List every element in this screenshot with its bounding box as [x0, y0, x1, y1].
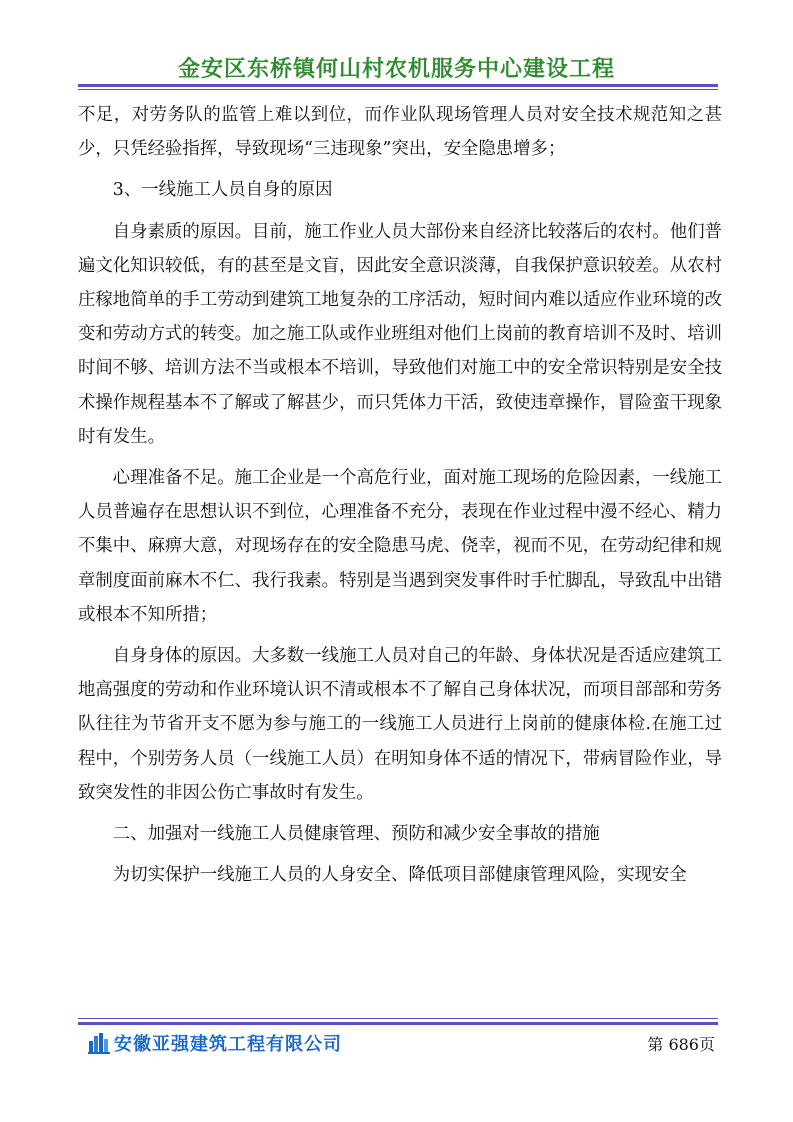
paragraph: 为切实保护一线施工人员的人身安全、降低项目部健康管理风险，实现安全: [112, 865, 687, 886]
building-logo-icon: [88, 1032, 110, 1054]
header-rule-thick: [78, 84, 718, 87]
footer-company: [88, 1030, 342, 1056]
header-rule-thin: [78, 89, 718, 90]
footer-rule-thin: [78, 1018, 718, 1019]
paragraph: 自身素质的原因。目前，施工作业人员大部份来自经济比较落后的农村。他们普遍文化知识较低，有的甚至是文盲，因此安全意识淡薄，自我保护意识较差。从农村庄稼地简单的手工劳动到建筑工地复杂的工序活动，短时间内难以适应作业环境的改变和劳动方式的转变。加之施工队或作业班组对他们上岗前的教育培训不及时、培训时间不够、培训方法不当或根本不培训，导致他们对施工中的安全常识特别是安全技术操作规程基本不了解或了解甚少，而只凭体力干活，致使违章操作，冒险蛮干现象时有发生。: [78, 221, 722, 447]
footer-rule-thick: [78, 1022, 718, 1025]
paragraph: 不足，对劳务队的监管上难以到位，而作业队现场管理人员对安全技术规范知之甚少，只凭经验指挥，导致现场“三违现象”突出，安全隐患增多；: [78, 105, 722, 160]
header-title: 金安区东桥镇何山村农机服务中心建设工程: [177, 57, 615, 82]
section-heading: 二、加强对一线施工人员健康管理、预防和减少安全事故的措施: [112, 824, 600, 845]
paragraph: 心理准备不足。施工企业是一个高危行业，面对施工现场的危险因素，一线施工人员普遍存在思想认识不到位，心理准备不充分，表现在作业过程中漫不经心、精力不集中、麻痹大意，对现场存在的安全隐患马虎、侥幸，视而不见，在劳动纪律和规章制度面前麻木不仁、我行我素。特别是当遇到突发事件时手忙脚乱，导致乱中出错或根本不知所措；: [78, 468, 722, 625]
document-body: [78, 98, 722, 899]
page-number: 第 686页: [647, 1035, 715, 1054]
company-name: 安徽亚强建筑工程有限公司: [114, 1034, 342, 1055]
paragraph: 自身身体的原因。大多数一线施工人员对自己的年龄、身体状况是否适应建筑工地高强度的劳动和作业环境认识不清或根本不了解自己身体状况，而项目部部和劳务队往往为节省开支不愿为参与施工的一线施工人员进行上岗前的健康体检.在施工过程中，个别劳务人员（一线施工人员）在明知身体不适的情况下，带病冒险作业，导致突发性的非因公伤亡事故时有发生。: [78, 646, 722, 803]
paragraph: 3、一线施工人员自身的原因: [112, 180, 333, 201]
